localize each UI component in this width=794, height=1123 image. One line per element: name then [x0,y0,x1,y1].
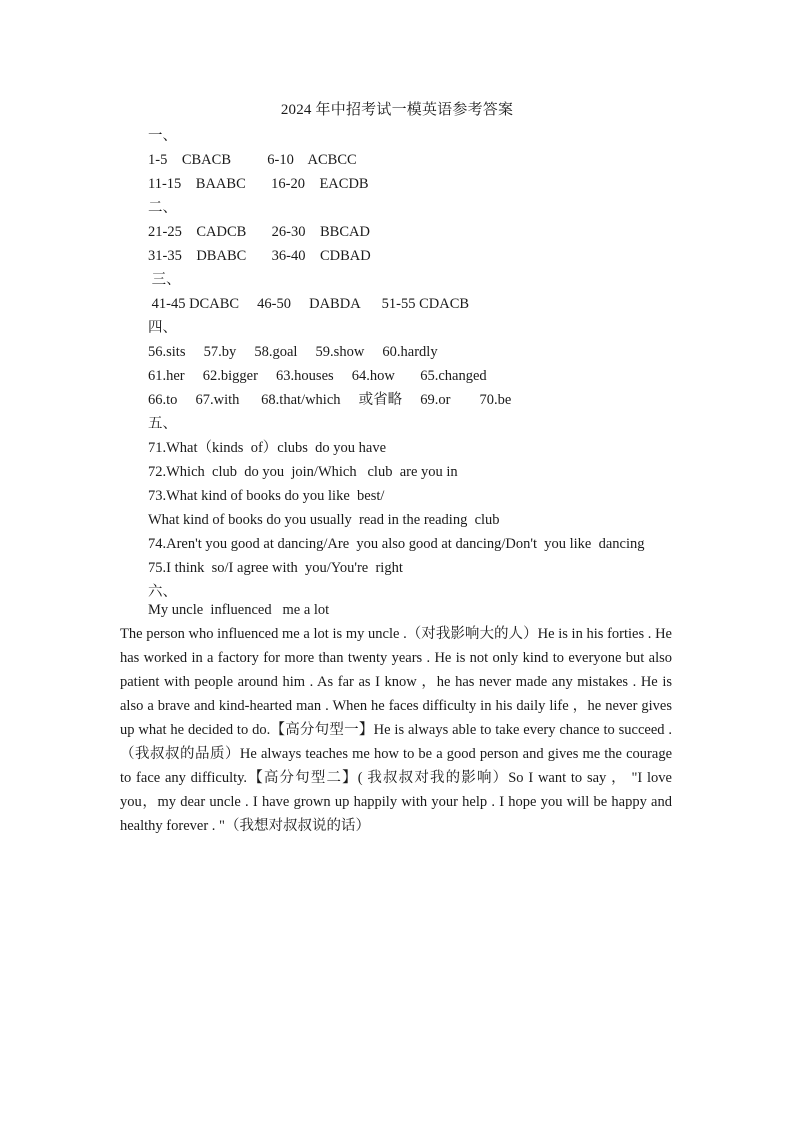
section-label: 二、 [148,200,177,216]
answer-line: 73.What kind of books do you like best/ [148,488,385,504]
section-label: 三、 [148,272,181,288]
answer-line: 71.What（kinds of）clubs do you have [148,440,387,456]
answer-line: 66.to 67.with 68.that/which 或省略 69.or 70.be [148,392,512,408]
answer-sections [148,124,708,604]
section-label: 一、 [148,128,177,144]
answer-line: 75.I think so/I agree with you/You're right [148,560,403,576]
section-label: 五、 [148,416,177,432]
answer-line: 31-35 DBABC 36-40 CDBAD [148,248,371,264]
answer-line: 74.Aren't you good at dancing/Are you also good at dancing/Don't you like dancing [148,536,645,552]
section-label: 六、 [148,584,177,600]
section-label: 四、 [148,320,177,336]
answer-line: 11-15 BAABC 16-20 EACDB [148,176,369,192]
model-essay [120,598,672,838]
answer-line: 41-45 DCABC 46-50 DABDA 51-55 CDACB [148,296,470,312]
essay-title: My uncle influenced me a lot [148,602,330,618]
answer-line: 61.her 62.bigger 63.houses 64.how 65.changed [148,368,487,384]
answer-line: 1-5 CBACB 6-10 ACBCC [148,152,357,168]
answer-line: What kind of books do you usually read in the reading club [148,512,500,528]
essay-body: The person who influenced me a lot is my uncle .（对我影响大的人）He is in his forties . He has worked in a factory for more than twenty years . He is not only kind to everyone but also patient with people around him . As far as I know ，he has never made any mistakes . He is also a brave and kind-hearted man . When he faces difficulty in his daily life ，he never gives up what he decided to do.【高分句型一】He is always able to take every chance to succeed .（我叔叔的品质）He always teaches me how to be a good person and gives me the courage to face any difficulty.【高分句型二】( 我叔叔对我的影响）So I want to say ， "I love you，my dear uncle . I have grown up happily with your help . I hope you will be happy and healthy forever . "（我想对叔叔说的话） [120,626,672,834]
answer-line: 21-25 CADCB 26-30 BBCAD [148,224,370,240]
answer-line: 56.sits 57.by 58.goal 59.show 60.hardly [148,344,438,360]
page-title: 2024 年中招考试一模英语参考答案 [280,102,514,118]
answer-line: 72.Which club do you join/Which club are you in [148,464,458,480]
